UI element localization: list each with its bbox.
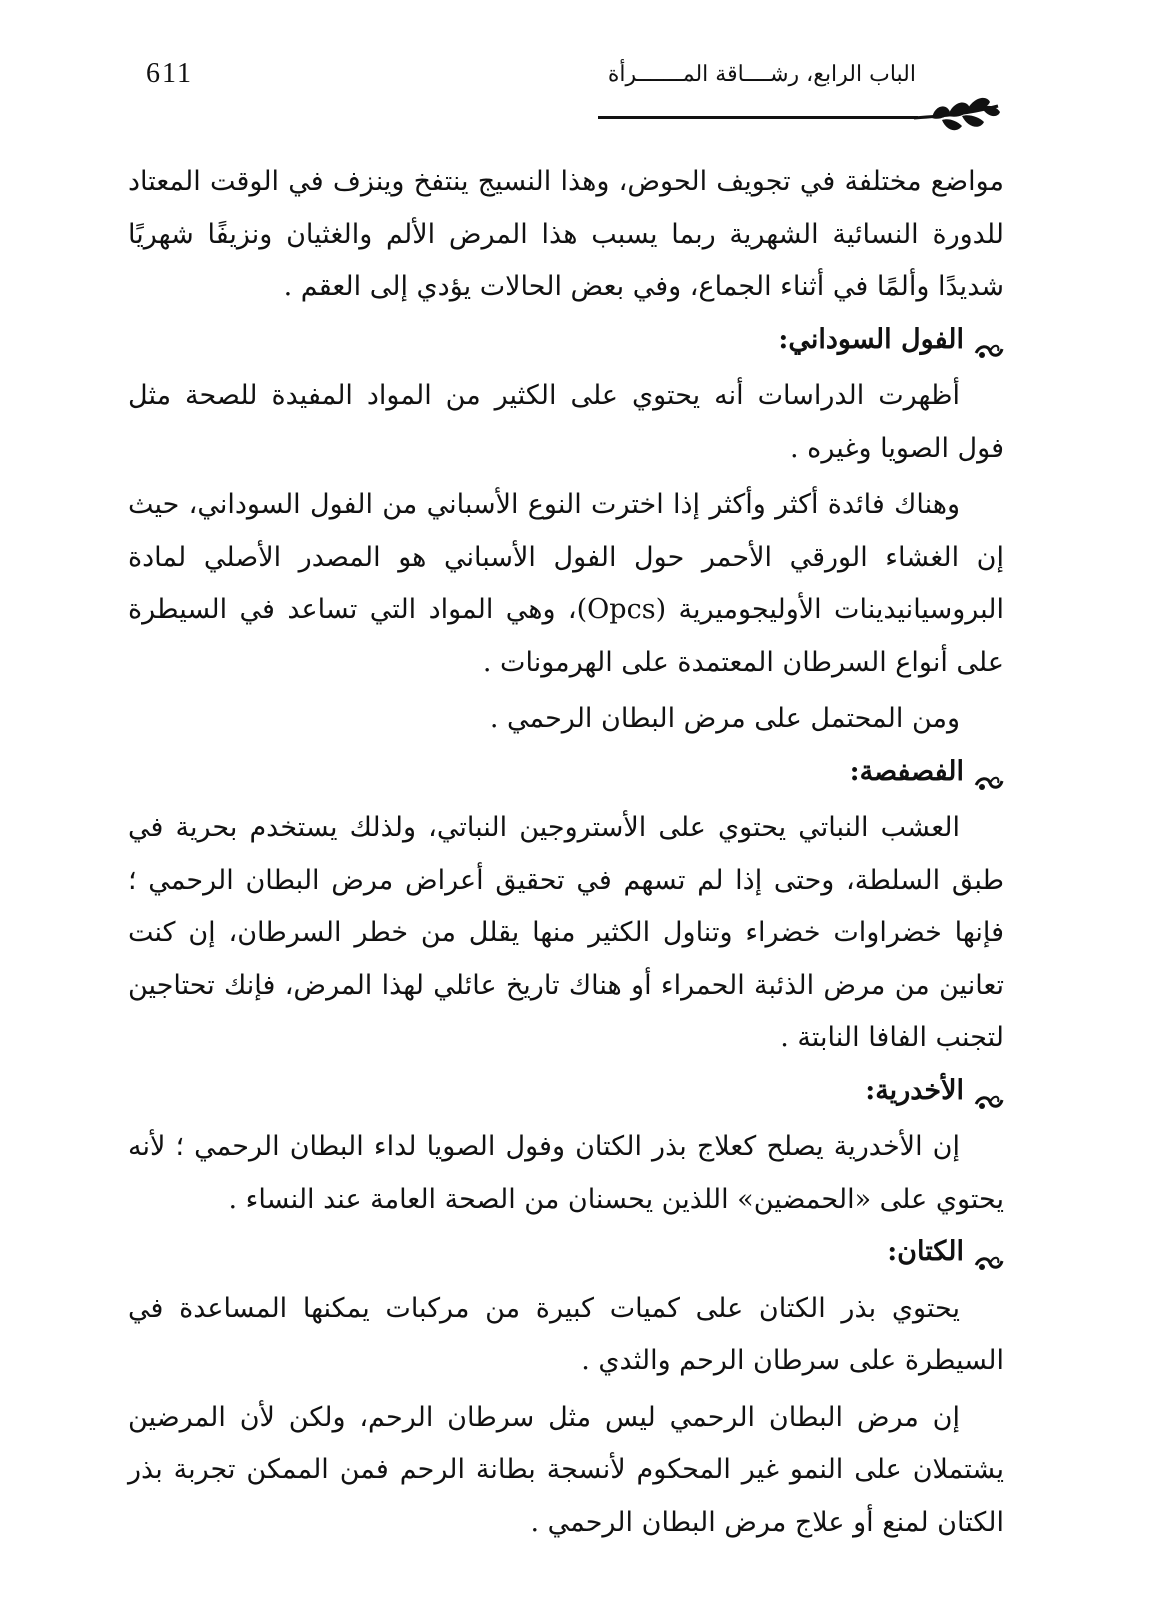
section-heading bbox=[128, 746, 1004, 799]
ornament-bullet-icon bbox=[974, 1080, 1004, 1102]
running-header: الباب الرابع، رشــــاقة المـــــــرأة bbox=[607, 62, 916, 87]
page-number: 611 bbox=[146, 58, 193, 89]
leaf-ornament-icon bbox=[912, 92, 1002, 140]
paragraph: العشب النباتي يحتوي على الأستروجين النباتي، ولذلك يستخدم بحرية في طبق السلطة، وحتى إذا لم تسهم في تحقيق أعراض مرض البطان الرحمي ؛ فإنها خضراوات خضراء وتناول الكثير منها يقلل من خطر السرطان، إن كنت تعانين من مرض الذئبة الحمراء أو هناك تاريخ عائلي لهذا المرض، فإنك تحتاجين لتجنب الفافا النابتة . bbox=[128, 812, 1004, 1053]
paragraph: وهناك فائدة أكثر وأكثر إذا اخترت النوع الأسباني من الفول السوداني، حيث إن الغشاء الورقي الأحمر حول الفول الأسباني هو المصدر الأصلي لمادة البروسيانيدينات الأوليجوميرية (Opcs)، وهي المواد التي تساعد في السيطرة على أنواع السرطان المعتمدة على الهرمونات . bbox=[128, 489, 1005, 678]
section-heading-text: الأخدرية: bbox=[865, 1074, 964, 1106]
paragraph: ومن المحتمل على مرض البطان الرحمي . bbox=[489, 703, 960, 734]
section-heading-text: الكتان: bbox=[887, 1236, 964, 1267]
section-heading-text: الفول السوداني: bbox=[778, 323, 964, 355]
paragraph: مواضع مختلفة في تجويف الحوض، وهذا النسيج ينتفخ وينزف في الوقت المعتاد للدورة النسائية الشهرية ربما يسبب هذا المرض الألم والغثيان ونزيفًا شهريًا شديدًا وألمًا في أثناء الجماع، وفي بعض الحالات يؤدي إلى العقم . bbox=[128, 166, 1004, 302]
section-heading-text: الفصفصة: bbox=[849, 755, 964, 787]
section-heading bbox=[128, 314, 1004, 367]
ornament-bullet-icon bbox=[974, 329, 1004, 351]
paragraph: إن الأخدرية يصلح كعلاج بذر الكتان وفول الصويا لداء البطان الرحمي ؛ لأنه يحتوي على «الحمضين» اللذين يحسنان من الصحة العامة عند النساء . bbox=[128, 1131, 1004, 1215]
ornament-bullet-icon bbox=[974, 761, 1004, 783]
header-rule bbox=[598, 116, 918, 119]
body-text bbox=[128, 156, 1004, 1549]
ornament-bullet-icon bbox=[974, 1241, 1004, 1263]
section-heading bbox=[128, 1226, 1004, 1279]
paragraph: يحتوي بذر الكتان على كميات كبيرة من مركبات يمكنها المساعدة في السيطرة على سرطان الرحم والثدي . bbox=[128, 1292, 1004, 1376]
section-heading bbox=[128, 1065, 1004, 1118]
paragraph: إن مرض البطان الرحمي ليس مثل سرطان الرحم، ولكن لأن المرضين يشتملان على النمو غير المحكوم لأنسجة بطانة الرحم فمن الممكن تجربة بذر الكتان لمنع أو علاج مرض البطان الرحمي . bbox=[128, 1401, 1004, 1538]
paragraph: أظهرت الدراسات أنه يحتوي على الكثير من المواد المفيدة للصحة مثل فول الصويا وغيره . bbox=[128, 380, 1004, 464]
